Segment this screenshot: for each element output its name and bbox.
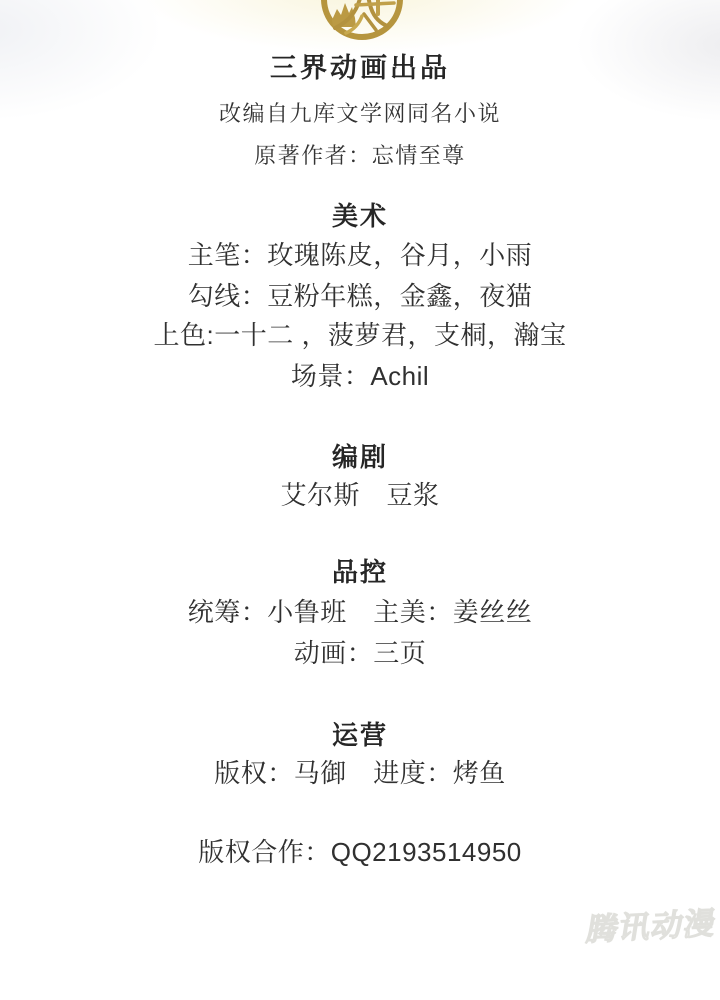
studio-gold-emblem-icon bbox=[318, 0, 406, 46]
credit-line-inking: 勾线：豆粉年糕，金鑫，夜猫 bbox=[187, 281, 533, 311]
credit-line-copyright-progress: 版权：马御 进度：烤鱼 bbox=[214, 758, 506, 788]
section-title-screenwriting: 编剧 bbox=[331, 442, 388, 472]
studio-production-line: 三界动画出品 bbox=[270, 53, 450, 83]
credit-line-animation: 动画：三页 bbox=[293, 638, 427, 668]
credit-line-coloring: 上色:一十二 ，菠萝君，支桐，瀚宝 bbox=[153, 320, 567, 350]
section-title-quality-control: 品控 bbox=[331, 557, 388, 587]
section-title-art: 美术 bbox=[331, 201, 388, 231]
original-author-line: 原著作者：忘情至尊 bbox=[254, 143, 466, 168]
tencent-comics-watermark: 腾讯动漫 bbox=[584, 905, 719, 948]
credit-line-lead-artist: 主笔：玫瑰陈皮，谷月，小雨 bbox=[187, 240, 533, 270]
credit-line-coordination: 统筹：小鲁班 主美：姜丝丝 bbox=[187, 597, 533, 627]
section-title-operations: 运营 bbox=[331, 720, 388, 750]
credit-line-scenes: 场景：Achil bbox=[290, 361, 430, 391]
credit-line-writers: 艾尔斯 豆浆 bbox=[280, 480, 440, 510]
copyright-contact-line: 版权合作：QQ2193514950 bbox=[198, 837, 522, 867]
adaptation-source-line: 改编自九库文学网同名小说 bbox=[218, 101, 501, 126]
